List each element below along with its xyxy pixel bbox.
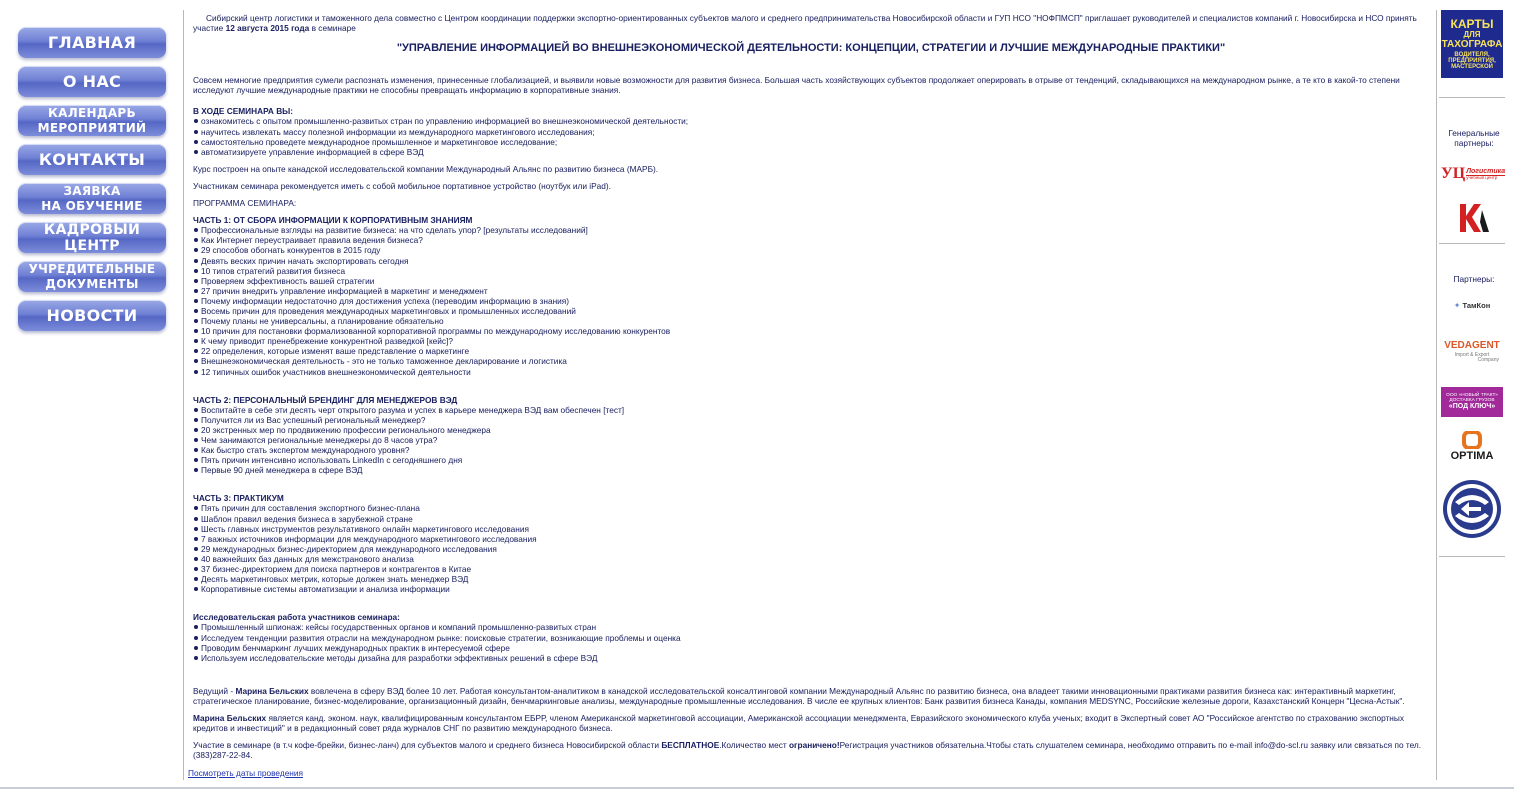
tamkon-logo-text: ТамКон [1462, 300, 1491, 310]
host-paragraph [193, 686, 1429, 706]
participation-registration: Регистрация участников обязательна.Чтобы стать слушателем семинара, необходимо отправить по e-mail info@do-scl.ru заявку или связаться по тел. (383)287-22-84. [193, 740, 1422, 761]
sidebar-separator [1439, 97, 1505, 98]
seminar-outcomes-list [193, 116, 1429, 156]
list-item: 10 причин для постановки формализованной корпоративной программы по международному исследованию конкурентов [193, 326, 1429, 336]
bio-text: является канд. эконом. наук, квалифицированным консультантом ЕБРР, членом Американской маркетинговой ассоциации, Американской ассоциации менеджмента, Евразийского экономического клуба ученых; входит в Экспертный совет АО "Российское агентство по страхованию экспортных кредитов и инвестиций" и в редакционный совет ряда журналов СНГ по развитию международного бизнеса. [193, 712, 1405, 734]
list-item: автоматизируете управление информацией в сфере ВЭД [193, 147, 1429, 157]
vedagent-logo-sub2: Company [1477, 357, 1499, 363]
list-item: Как Интернет переустраивает правила ведения бизнеса? [193, 235, 1429, 245]
list-item: Проводим бенчмаркинг лучших международных практик в интересуемой сфере [193, 643, 1429, 653]
list-item: ознакомитесь с опытом промышленно-развитых стран по управлению информацией во внешнеэкономической деятельности; [193, 116, 1429, 126]
ucl-logo-subtext: учебный центр [1466, 174, 1498, 180]
nav-application-button[interactable]: ЗАЯВКА НА ОБУЧЕНИЕ [18, 183, 166, 214]
list-item: 20 экстренных мер по продвижению профессии регионального менеджера [193, 425, 1429, 435]
list-item: Шесть главных инструментов результативного онлайн маркетингового исследования [193, 524, 1429, 534]
left-navigation [0, 0, 180, 790]
list-item: Воспитайте в себе эти десять черт открытого разума и успех в карьере менеджера ВЭД вам обеспечен [тест] [193, 405, 1429, 415]
ucl-mark-icon: УЦ [1441, 165, 1466, 182]
part1-list [193, 225, 1429, 376]
vedagent-logo[interactable] [1441, 328, 1503, 376]
host-text: вовлечена в сферу ВЭД более 10 лет. Работая консультантом-аналитиком в канадской исследовательской консалтинговой компании Международный Альянс по развитию бизнеса, она владеет такими инновационными практиками развития бизнеса как: интерактивный маркетинг, стратегическое планирование, бизнес-моделирование, организационный дизайн, бенчмаркинговые анализы, международные промышленные исследования. В числе ее крупных клиентов: Банк развития бизнеса Канады, компания MEDSYNC, Российские железные дороги, Казахстанский Концерн "Цесна-Астык". [193, 685, 1405, 706]
banner-line-2: ДЛЯ [1463, 30, 1481, 39]
kl-partner-logo[interactable] [1441, 200, 1503, 236]
ucl-logistics-logo[interactable] [1441, 160, 1506, 188]
seminar-title: "УПРАВЛЕНИЕ ИНФОРМАЦИЕЙ ВО ВНЕШНЕЭКОНОМИЧЕСКОЙ ДЕЯТЕЛЬНОСТИ: КОНЦЕПЦИИ, СТРАТЕГИИ И ЛУЧШИЕ МЕЖДУНАРОДНЫЕ ПРАКТИКИ" [396, 42, 1226, 55]
globe-emblem-icon [1441, 478, 1503, 540]
nav-about-button[interactable]: О НАС [18, 66, 166, 97]
nav-home-button[interactable]: ГЛАВНАЯ [18, 27, 166, 58]
bio-name: Марина Бельских [193, 712, 267, 723]
banner-line-3: ТАХОГРАФА [1441, 39, 1503, 50]
nav-hr-center-button[interactable]: КАДРОВЫЙ ЦЕНТР [18, 222, 166, 253]
vedagent-logo-text: VEDAGENT [1444, 340, 1500, 351]
tamkon-mark-icon: ✦ [1453, 300, 1461, 310]
nav-calendar-button[interactable]: КАЛЕНДАРЬ МЕРОПРИЯТИЙ [18, 105, 166, 136]
novy-trakt-logo[interactable] [1441, 387, 1503, 417]
seminar-date: 12 августа 2015 года [225, 23, 310, 34]
kl-logo-icon [1452, 200, 1492, 236]
list-item: 27 причин внедрить управление информацией в маркетинг и менеджмент [193, 286, 1429, 296]
list-item: Как быстро стать экспертом международного уровня? [193, 445, 1429, 455]
list-item: 29 способов обогнать конкурентов в 2015 году [193, 245, 1429, 255]
bio-paragraph [193, 713, 1429, 733]
list-item: 7 важных источников информации для международного маркетингового исследования [193, 534, 1429, 544]
list-item: Получится ли из Вас успешный региональный менеджер? [193, 415, 1429, 425]
sidebar-separator-2 [1439, 243, 1505, 244]
nav-news-button[interactable]: НОВОСТИ [18, 300, 166, 331]
list-item: Девять веских причин начать экспортировать сегодня [193, 256, 1429, 266]
part3-heading: ЧАСТЬ 3: ПРАКТИКУМ [193, 493, 284, 504]
part1-heading: ЧАСТЬ 1: ОТ СБОРА ИНФОРМАЦИИ К КОРПОРАТИВНЫМ ЗНАНИЯМ [193, 215, 473, 226]
intro-text-end: в семинаре [311, 23, 356, 34]
optima-logo-text: OPTIMA [1450, 449, 1494, 462]
list-item: 29 международных бизнес-директорием для международного исследования [193, 544, 1429, 554]
host-prefix: Ведущий - [193, 685, 236, 696]
lead-paragraph: Совсем немногие предприятия сумели распознать изменения, принесенные глобализацией, и выявили новые возможности для развития бизнеса. Большая часть хозяйствующих субъектов продолжает оперировать в отрыве от тенденций, складывающихся на международном рынке, а те кто в какой-то степени исследуют лучшие международные практики не способны превращать информацию в корпоративные знания. [193, 75, 1400, 96]
list-item: Почему информации недостаточно для достижения успеха (переводим информацию в знания) [193, 296, 1429, 306]
part2-list [193, 405, 1429, 476]
ucl-logo-text: Логистика [1466, 167, 1506, 175]
seminar-article [193, 13, 1429, 760]
participation-seats: .Количество мест [719, 740, 787, 751]
research-heading: Исследовательская работа участников семинара: [193, 612, 400, 623]
part3-list [193, 503, 1429, 594]
list-item: К чему приводит пренебрежение конкурентной разведкой [кейс]? [193, 336, 1429, 346]
program-heading: ПРОГРАММА СЕМИНАРА: [193, 198, 297, 209]
footer-line [0, 787, 1514, 789]
device-note: Участникам семинара рекомендуется иметь с собой мобильное портативное устройство (ноутбук или iPad). [193, 180, 611, 191]
list-item: 40 важнейших баз данных для межстранового анализа [193, 554, 1429, 564]
participation-text: Участие в семинаре (в т.ч кофе-брейки, бизнес-ланч) для субъектов малого и среднего бизнеса Новосибирской области [193, 740, 660, 751]
list-item: Используем исследовательские методы дизайна для разработки эффективных решений в сфере ВЭД [193, 653, 1429, 663]
list-item: Исследуем тенденции развития отрасли на международном рынке: поисковые стратегии, возникающие проблемы и оценка [193, 633, 1429, 643]
list-item: Внешнеэкономическая деятельность - это не только таможенное декларирование и логистика [193, 356, 1429, 366]
partners-label: Партнеры: [1453, 274, 1495, 284]
banner-line-4: ВОДИТЕЛЯ, [1454, 52, 1490, 58]
list-item: Восемь причин для проведения международных маркетинговых и промышленных исследований [193, 306, 1429, 316]
tamkon-logo[interactable] [1441, 296, 1503, 314]
list-item: Пять причин интенсивно использовать LinkedIn с сегодняшнего дня [193, 455, 1429, 465]
list-item: 10 типов стратегий развития бизнеса [193, 266, 1429, 276]
trakt-logo-line-3: «ПОД КЛЮЧ» [1448, 403, 1496, 411]
list-item: Промышленный шпионаж: кейсы государственных органов и компаний промышленно-развитых стран [193, 622, 1429, 632]
participation-free: БЕСПЛАТНОЕ [661, 740, 720, 751]
trakt-logo-line-1: ООО «НОВЫЙ ТРАКТ» [1446, 393, 1498, 399]
list-item: Пять причин для составления экспортного бизнес-плана [193, 503, 1429, 513]
list-item: самостоятельно проведете международное промышленное и маркетинговое исследование; [193, 137, 1429, 147]
nav-documents-button[interactable]: УЧРЕДИТЕЛЬНЫЕ ДОКУМЕНТЫ [18, 261, 166, 292]
list-item: Десять маркетинговых метрик, которые должен знать менеджер ВЭД [193, 574, 1429, 584]
left-divider [183, 10, 184, 780]
trakt-logo-line-2: ДОСТАВКА ГРУЗОВ [1449, 398, 1495, 404]
banner-line-1: КАРТЫ [1450, 17, 1494, 31]
list-item: 37 бизнес-директорием для поиска партнеров и контрагентов в Китае [193, 564, 1429, 574]
list-item: 22 определения, которые изменят ваше представление о маркетинге [193, 346, 1429, 356]
export-center-logo[interactable] [1441, 478, 1503, 540]
list-item: 12 типичных ошибок участников внешнеэкономической деятельности [193, 367, 1429, 377]
list-item: Проверяем эффективность вашей стратегии [193, 276, 1429, 286]
right-sidebar [1438, 0, 1514, 790]
banner-line-5: ПРЕДПРИЯТИЯ, [1448, 58, 1496, 64]
vedagent-logo-sub1: Import & Export [1454, 352, 1490, 358]
right-divider [1436, 10, 1437, 780]
sidebar-separator-3 [1439, 556, 1505, 557]
intro-text: Сибирский центр логистики и таможенного дела совместно с Центром координации поддержки экспортно-ориентированных субъектов малого и среднего предпринимательства Новосибирской области и ГУП НСО "НОФПМСП" приглашает руководителей и специалистов компаний г. Новосибирска и НСО принять участие [193, 13, 1417, 34]
list-item: Шаблон правил ведения бизнеса в зарубежной стране [193, 514, 1429, 524]
list-item: Чем занимаются региональные менеджеры до 8 часов утра? [193, 435, 1429, 445]
part2-heading: ЧАСТЬ 2: ПЕРСОНАЛЬНЫЙ БРЕНДИНГ ДЛЯ МЕНЕДЖЕРОВ ВЭД [193, 394, 458, 405]
research-list [193, 622, 1429, 662]
course-note: Курс построен на опыте канадской исследовательской компании Международный Альянс по развитию бизнеса (МАРБ). [193, 163, 659, 174]
list-item: Корпоративные системы автоматизации и анализа информации [193, 584, 1429, 594]
list-item: Профессиональные взгляды на развитие бизнеса: на что сделать упор? [результаты исследований] [193, 225, 1429, 235]
optima-mark-icon [1462, 431, 1482, 449]
optima-logo[interactable] [1441, 428, 1503, 464]
intro-paragraph [193, 13, 1429, 33]
view-dates-link[interactable]: Посмотреть даты проведения [188, 768, 304, 778]
list-item: Почему планы не универсальны, а планирование обязательно [193, 316, 1429, 326]
seminar-outcomes-heading: В ХОДЕ СЕМИНАРА ВЫ: [193, 106, 294, 117]
nav-contacts-button[interactable]: КОНТАКТЫ [18, 144, 166, 175]
banner-line-6: МАСТЕРСКОЙ [1451, 64, 1493, 70]
general-partners-label: Генеральные партнеры: [1448, 128, 1500, 148]
list-item: научитесь извлекать массу полезной информации из международного маркетингового исследования; [193, 127, 1429, 137]
participation-limited: ограничено! [788, 740, 840, 751]
host-name: Марина Бельских [235, 685, 309, 696]
list-item: Первые 90 дней менеджера в сфере ВЭД [193, 465, 1429, 475]
participation-paragraph [193, 740, 1429, 760]
tachograph-cards-banner[interactable] [1441, 10, 1503, 78]
